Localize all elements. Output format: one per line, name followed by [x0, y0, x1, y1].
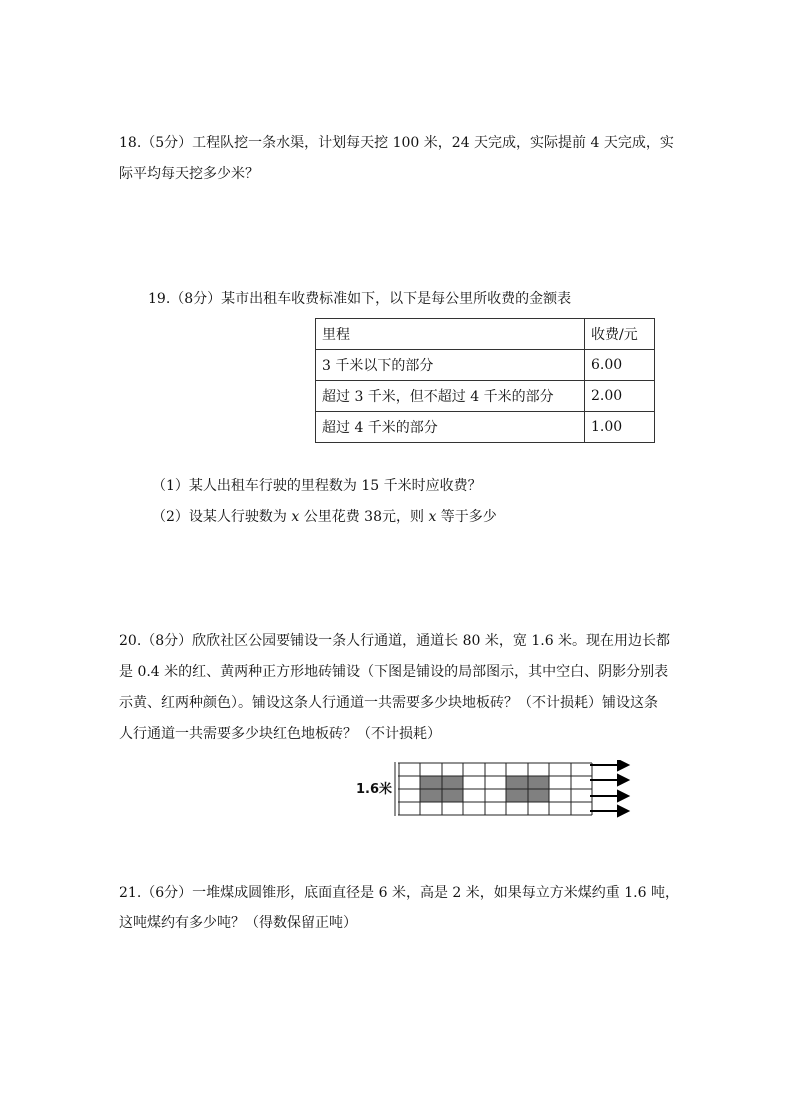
- q19-sub-1: （1）某人出租车行驶的里程数为 15 千米时应收费？: [152, 478, 482, 494]
- q20-line-1: 20.（8分）欣欣社区公园要铺设一条人行通道，通道长 80 米，宽 1.6 米。现在用边长都: [119, 633, 671, 649]
- arrow-icon: [618, 806, 628, 816]
- q21-line-1: 21.（6分）一堆煤成圆锥形，底面直径是 6 米，高是 2 米，如果每立方米煤约重 1.6 吨，: [119, 885, 679, 901]
- table-row: [316, 412, 655, 443]
- arrow-icon: [618, 775, 628, 785]
- q21-line-2: 这吨煤约有多少吨？（得数保留正吨）: [119, 915, 357, 931]
- q19-sub-2-part-a: （2）设某人行驶数为: [152, 509, 292, 525]
- header-mileage: 里程: [316, 319, 585, 350]
- width-label: 1.6米: [356, 782, 393, 797]
- q20-line-2: 是 0.4 米的红、黄两种正方形地砖铺设（下图是铺设的局部图示，其中空白、阴影分别表: [119, 664, 669, 680]
- q19-sub-2-part-c: 等于多少: [436, 509, 497, 525]
- row-3-fee: 1.00: [585, 412, 655, 443]
- row-1-mileage: 3 千米以下的部分: [316, 350, 585, 381]
- variable-x: x: [291, 509, 300, 525]
- row-3-mileage: 超过 4 千米的部分: [316, 412, 585, 443]
- q20-line-4: 人行通道一共需要多少块红色地板砖？（不计损耗）: [119, 726, 441, 742]
- q18-line-1: 18.（5分）工程队挖一条水渠，计划每天挖 100 米，24 天完成，实际提前 4 天完成，实: [119, 135, 674, 151]
- tile-grid: [356, 760, 636, 820]
- row-1-fee: 6.00: [585, 350, 655, 381]
- grid-horizontal: [398, 763, 592, 815]
- table-row: [316, 381, 655, 412]
- table-header-row: [316, 319, 655, 350]
- q19-sub-2: [152, 507, 497, 527]
- variable-x-2: x: [428, 509, 437, 525]
- row-2-mileage: 超过 3 千米，但不超过 4 千米的部分: [316, 381, 585, 412]
- q20-line-3: 示黄、红两种颜色）。铺设这条人行通道一共需要多少块地板砖？（不计损耗）铺设这条: [119, 695, 658, 711]
- q19-intro: 19.（8分）某市出租车收费标准如下，以下是每公里所收费的金额表: [148, 291, 572, 307]
- arrow-icon: [618, 760, 628, 770]
- table-row: [316, 350, 655, 381]
- row-2-fee: 2.00: [585, 381, 655, 412]
- fee-table: [315, 318, 655, 443]
- q18-line-2: 际平均每天挖多少米？: [119, 166, 259, 182]
- direction-arrows: [590, 760, 628, 816]
- header-fee: 收费/元: [585, 319, 655, 350]
- q19-sub-2-part-b: 公里花费 38元，则: [299, 509, 429, 525]
- arrow-icon: [618, 791, 628, 801]
- tile-diagram: [356, 760, 636, 820]
